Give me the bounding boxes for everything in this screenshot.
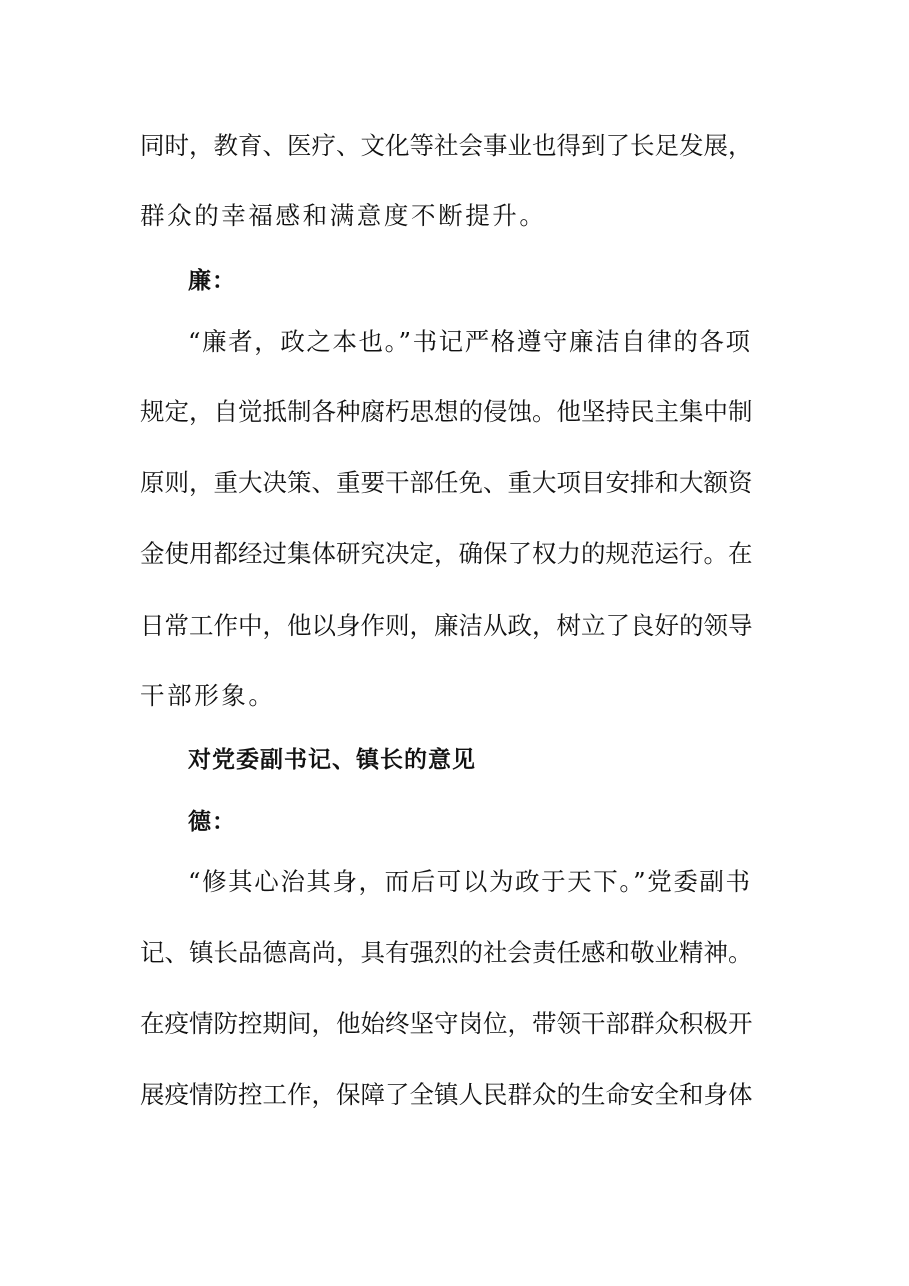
paragraph-line: 群众的幸福感和满意度不断提升。: [140, 201, 547, 230]
paragraph-line: 同时，教育、医疗、文化等社会事业也得到了长足发展，: [140, 131, 753, 160]
paragraph-line: 规定，自觉抵制各种腐朽思想的侵蚀。他坚持民主集中制: [140, 397, 753, 426]
paragraph-line: “廉者，政之本也。”书记严格遵守廉洁自律的各项: [188, 327, 750, 356]
paragraph-line: 金使用都经过集体研究决定，确保了权力的规范运行。在: [140, 539, 753, 568]
paragraph-line: 干部形象。: [140, 681, 276, 710]
section-heading-lian: 廉：: [188, 268, 236, 294]
paragraph-line: 记、镇长品德高尚，具有强烈的社会责任感和敬业精神。: [140, 938, 753, 967]
paragraph-line: 日常工作中，他以身作则，廉洁从政，树立了良好的领导: [140, 611, 753, 640]
paragraph-line: “修其心治其身，而后可以为政于天下。”党委副书: [188, 867, 750, 896]
paragraph-line: 原则，重大决策、重要干部任免、重大项目安排和大额资: [140, 468, 753, 497]
paragraph-line: 在疫情防控期间，他始终坚守岗位，带领干部群众积极开: [140, 1009, 753, 1038]
paragraph-line: 展疫情防控工作，保障了全镇人民群众的生命安全和身体: [140, 1080, 753, 1109]
section-heading-de: 德：: [188, 809, 236, 835]
section-heading-deputy: 对党委副书记、镇长的意见: [188, 747, 476, 773]
